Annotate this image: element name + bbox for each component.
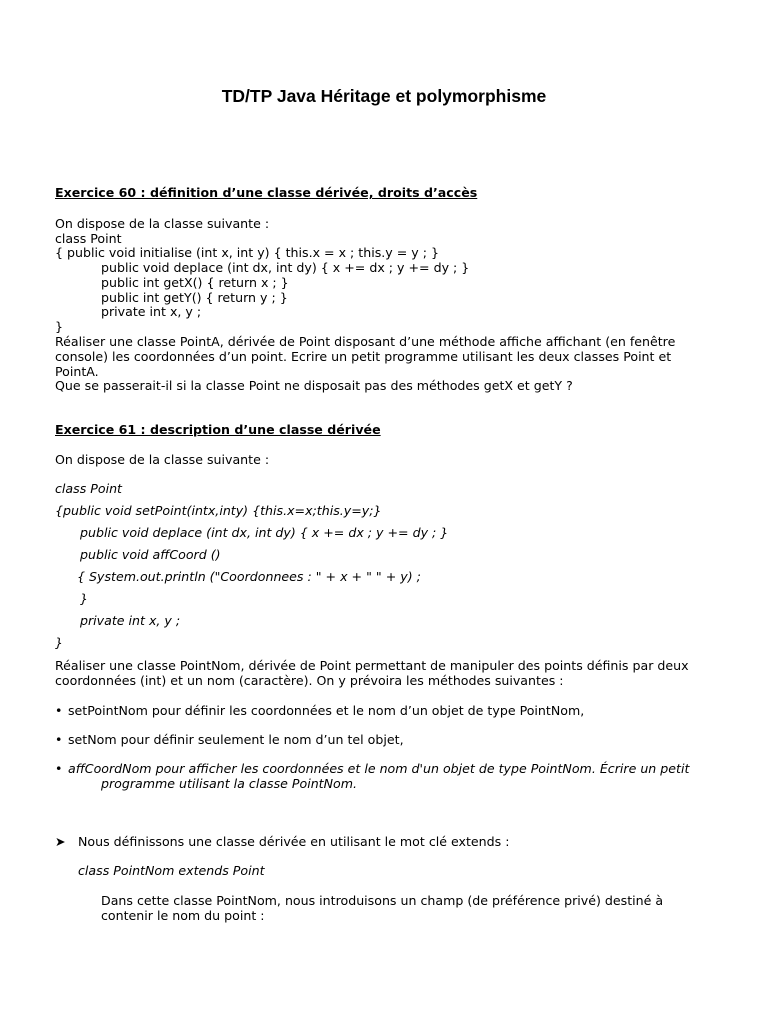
code-line: } <box>80 591 89 606</box>
code-line: } <box>55 319 64 334</box>
bullet-item: setNom pour définir seulement le nom d’un tel objet, <box>68 732 404 747</box>
code-line: class Point <box>55 481 122 496</box>
code-line: public int getX() { return x ; } <box>101 275 289 290</box>
paragraph-line: Réaliser une classe PointA, dérivée de Point disposant d’une méthode affiche affichant (en fenêtre <box>55 334 676 349</box>
code-line: class Point <box>55 231 122 246</box>
bullet-dot-icon: • <box>55 703 63 718</box>
exercise-60-heading: Exercice 60 : définition d’une classe dérivée, droits d’accès <box>55 185 478 200</box>
paragraph-line: Que se passerait-il si la classe Point ne disposait pas des méthodes getX et getY ? <box>55 378 573 393</box>
bullet-item: affCoordNom pour afficher les coordonnées et le nom d'un objet de type PointNom. Écrire un petit <box>68 761 690 776</box>
code-line: public void deplace (int dx, int dy) { x += dx ; y += dy ; } <box>101 260 470 275</box>
page-title: TD/TP Java Héritage et polymorphisme <box>221 86 547 106</box>
arrow-bullet-icon: ➤ <box>55 834 66 849</box>
answer-line: Dans cette classe PointNom, nous introduisons un champ (de préférence privé) destiné à <box>101 893 664 908</box>
paragraph-line: Réaliser une classe PointNom, dérivée de Point permettant de manipuler des points définis par deux <box>55 658 689 673</box>
bullet-dot-icon: • <box>55 761 63 776</box>
paragraph-line: console) les coordonnées d’un point. Ecrire un petit programme utilisant les deux classes Point et <box>55 349 672 364</box>
code-line: { System.out.println ("Coordonnees : " + x + " " + y) ; <box>77 569 421 584</box>
code-line: } <box>55 635 64 650</box>
paragraph-line: coordonnées (int) et un nom (caractère). On y prévoira les méthodes suivantes : <box>55 673 564 688</box>
exercise-60-intro: On dispose de la classe suivante : <box>55 216 270 231</box>
code-line: {public void setPoint(intx,inty) {this.x=x;this.y=y;} <box>55 503 382 518</box>
answer-line: contenir le nom du point : <box>101 908 265 923</box>
exercise-61-heading: Exercice 61 : description d’une classe dérivée <box>55 422 381 437</box>
code-line: public int getY() { return y ; } <box>101 290 288 305</box>
exercise-61-intro: On dispose de la classe suivante : <box>55 452 270 467</box>
bullet-item-continuation: programme utilisant la classe PointNom. <box>101 776 358 791</box>
bullet-dot-icon: • <box>55 732 63 747</box>
answer-line: Nous définissons une classe dérivée en utilisant le mot clé extends : <box>78 834 510 849</box>
answer-code-line: class PointNom extends Point <box>78 863 265 878</box>
code-line: private int x, y ; <box>80 613 181 628</box>
code-line: private int x, y ; <box>101 304 202 319</box>
code-line: { public void initialise (int x, int y) { this.x = x ; this.y = y ; } <box>55 245 440 260</box>
bullet-item: setPointNom pour définir les coordonnées et le nom d’un objet de type PointNom, <box>68 703 585 718</box>
code-line: public void affCoord () <box>80 547 221 562</box>
paragraph-line: PointA. <box>55 364 99 379</box>
code-line: public void deplace (int dx, int dy) { x += dx ; y += dy ; } <box>80 525 449 540</box>
